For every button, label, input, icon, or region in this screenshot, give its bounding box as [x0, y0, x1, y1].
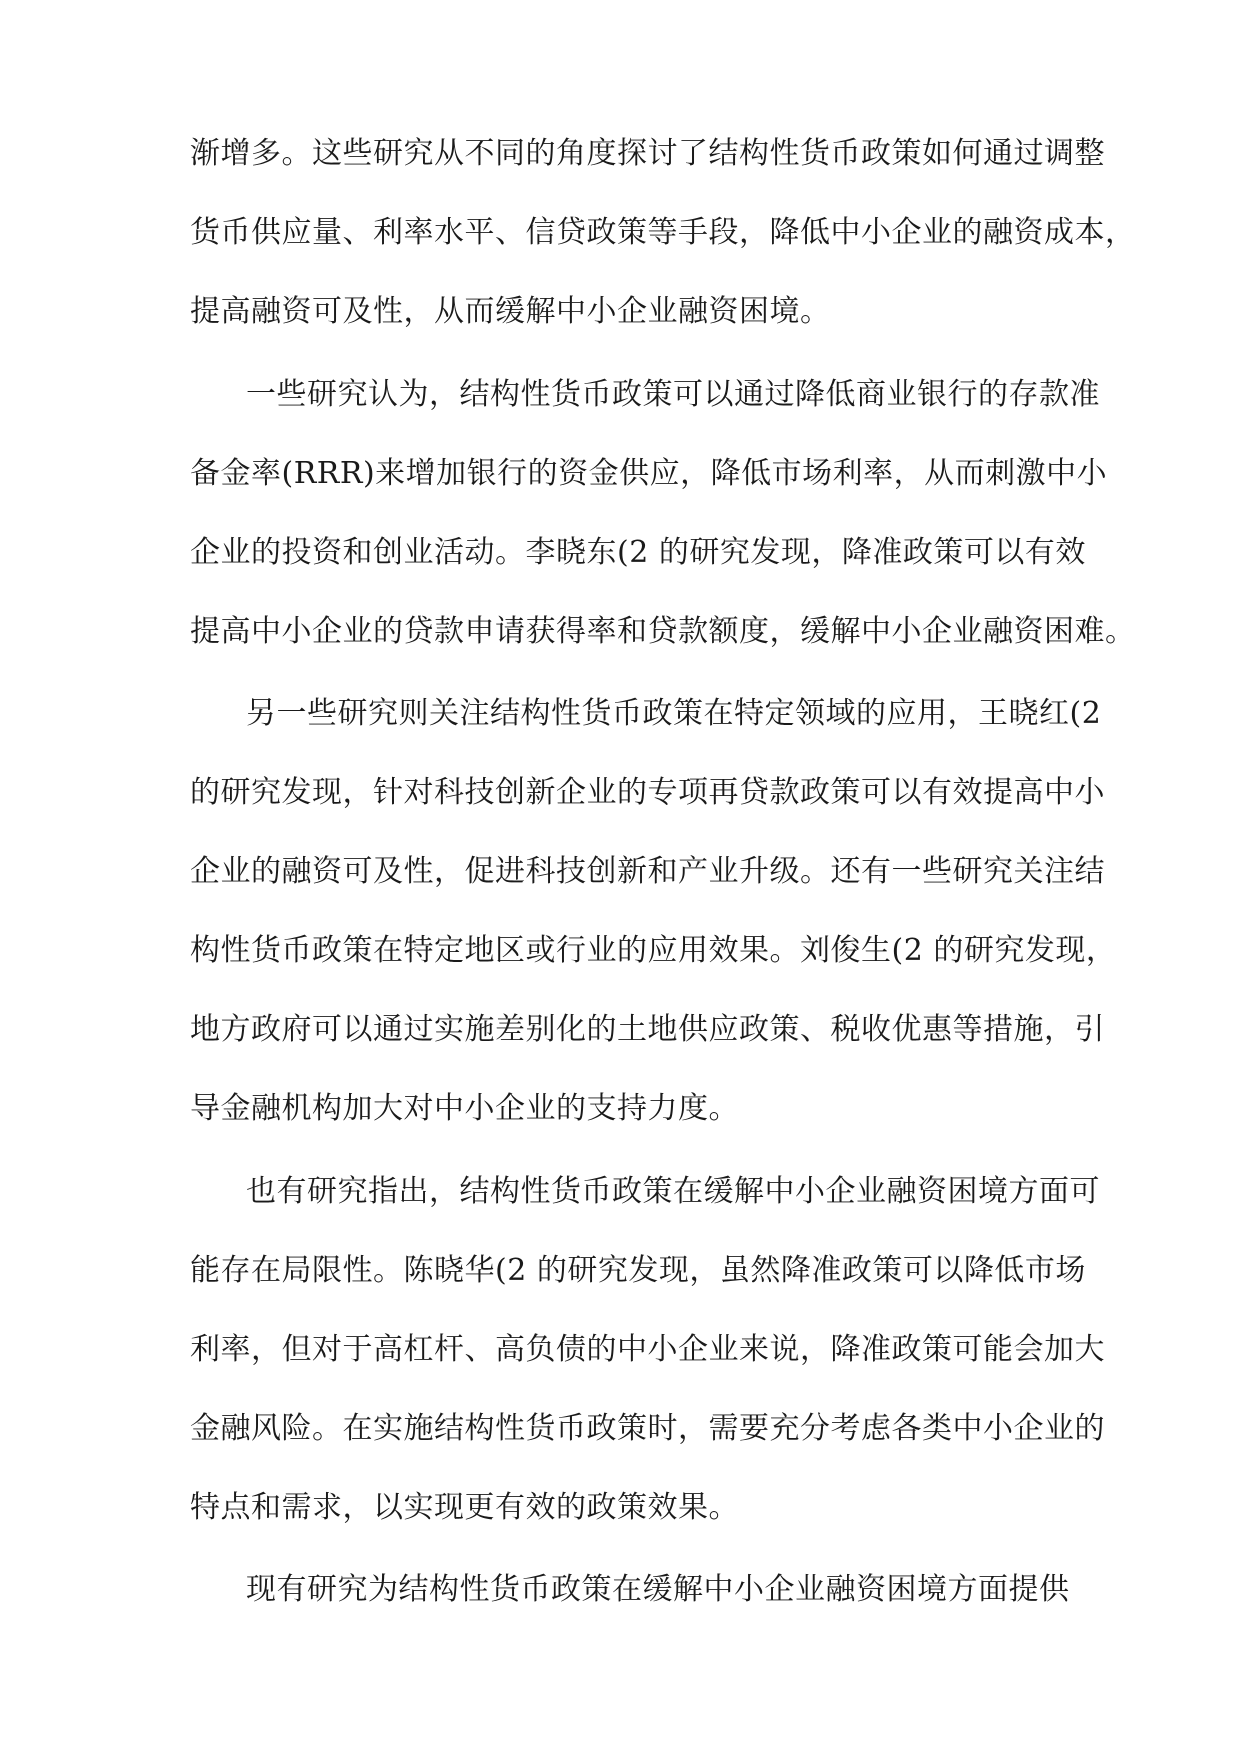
text-line: 企业的投资和创业活动。李晓东(2 的研究发现，降准政策可以有效: [190, 535, 1086, 570]
text-line: 特点和需求，以实现更有效的政策效果。: [190, 1490, 739, 1525]
text-line: 金融风险。在实施结构性货币政策时，需要充分考虑各类中小企业的: [190, 1411, 1105, 1446]
text-line: 货币供应量、利率水平、信贷政策等手段，降低中小企业的融资成本，: [190, 215, 1136, 250]
text-line: 提高中小企业的贷款申请获得率和贷款额度，缓解中小企业融资困难。: [190, 614, 1136, 649]
text-line: 备金率(RRR)来增加银行的资金供应，降低市场利率，从而刺激中小: [190, 456, 1108, 491]
text-line: 渐增多。这些研究从不同的角度探讨了结构性货币政策如何通过调整: [190, 136, 1105, 171]
paragraph-start-line: 一些研究认为，结构性货币政策可以通过降低商业银行的存款准: [246, 377, 1100, 412]
text-line: 利率，但对于高杠杆、高负债的中小企业来说，降准政策可能会加大: [190, 1332, 1105, 1367]
paragraph-start-line: 另一些研究则关注结构性货币政策在特定领域的应用，王晓红(2: [246, 696, 1102, 731]
text-line: 地方政府可以通过实施差别化的土地供应政策、税收优惠等措施，引: [190, 1012, 1105, 1047]
text-line: 构性货币政策在特定地区或行业的应用效果。刘俊生(2 的研究发现，: [190, 933, 1117, 968]
text-line: 能存在局限性。陈晓华(2 的研究发现，虽然降准政策可以降低市场: [190, 1253, 1086, 1288]
text-line: 企业的融资可及性，促进科技创新和产业升级。还有一些研究关注结: [190, 854, 1105, 889]
text-line: 导金融机构加大对中小企业的支持力度。: [190, 1091, 739, 1126]
paragraph-start-line: 现有研究为结构性货币政策在缓解中小企业融资困境方面提供: [246, 1572, 1070, 1607]
text-line: 提高融资可及性，从而缓解中小企业融资困境。: [190, 294, 831, 329]
text-line: 的研究发现，针对科技创新企业的专项再贷款政策可以有效提高中小: [190, 775, 1105, 810]
paragraph-start-line: 也有研究指出，结构性货币政策在缓解中小企业融资困境方面可: [246, 1174, 1100, 1209]
